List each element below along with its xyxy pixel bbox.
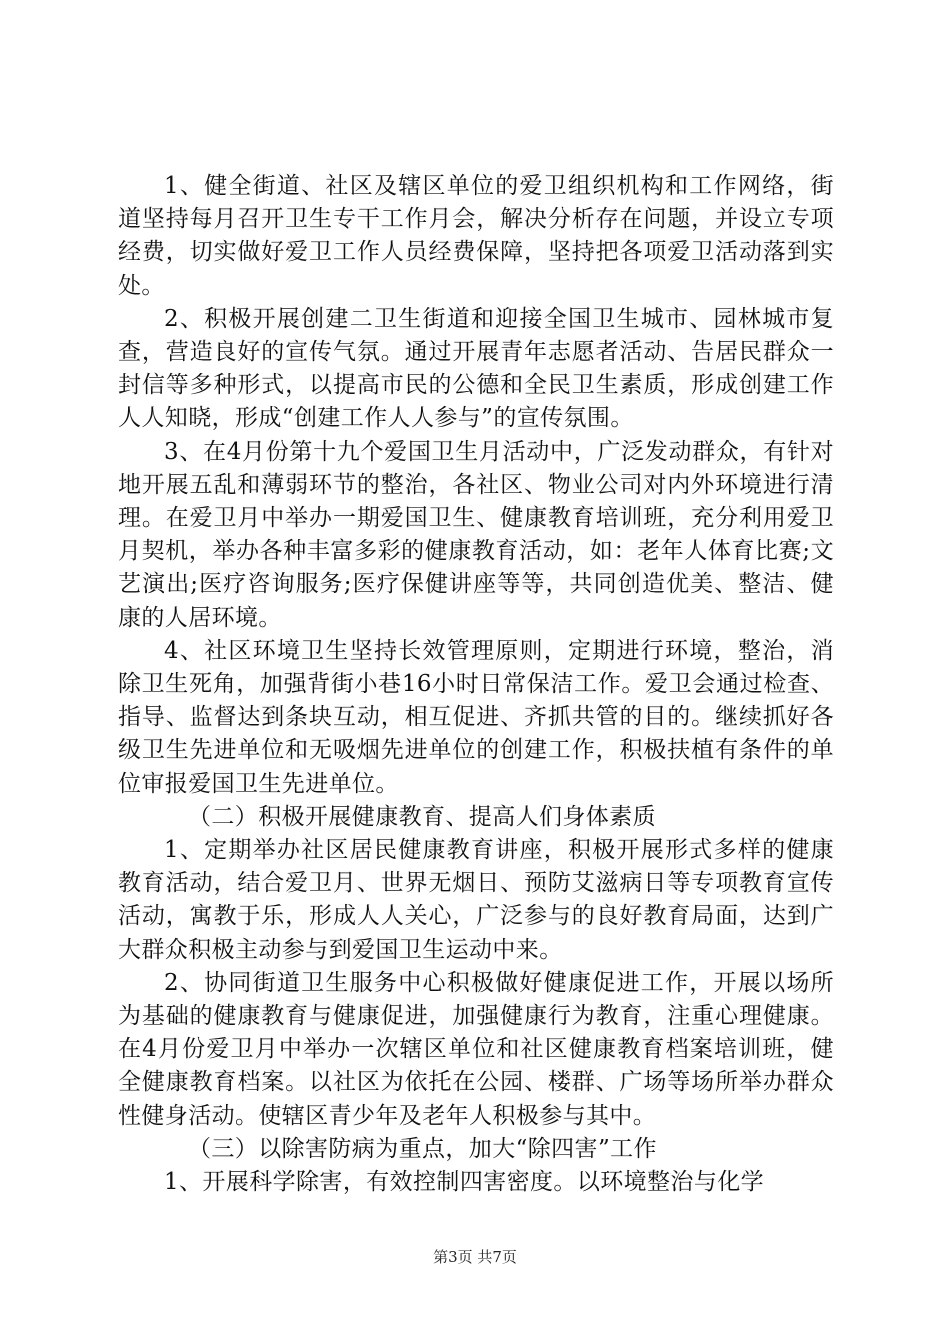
paragraph-6: 2、协同街道卫生服务中心积极做好健康促进工作，开展以场所为基础的健康教育与健康促进，加强健康行为教育，注重心理健康。在4月份爱卫月中举办一次辖区单位和社区健康教育档案培训班，健全健康教育档案。以社区为依托在公园、楼群、广场等场所举办群众性健身活动。使辖区青少年及老年人积极参与其中。 bbox=[118, 969, 834, 1129]
section-heading-3: （三）以除害防病为重点，加大“除四害”工作 bbox=[188, 1135, 657, 1162]
paragraph-3: 3、在4月份第十九个爱国卫生月活动中，广泛发动群众，有针对地开展五乱和薄弱环节的整治，各社区、物业公司对内外环境进行清理。在爱卫月中举办一期爱国卫生、健康教育培训班，充分利用爱卫月契机，举办各种丰富多彩的健康教育活动，如：老年人体育比赛;文艺演出;医疗咨询服务;医疗保健讲座等等，共同创造优美、整洁、健康的人居环境。 bbox=[118, 438, 834, 631]
paragraph-5: 1、定期举办社区居民健康教育讲座，积极开展形式多样的健康教育活动，结合爱卫月、世界无烟日、预防艾滋病日等专项教育宣传活动，寓教于乐，形成人人关心，广泛参与的良好教育局面，达到广大群众积极主动参与到爱国卫生运动中来。 bbox=[118, 837, 834, 963]
body-text bbox=[118, 170, 834, 1199]
paragraph-7: 1、开展科学除害，有效控制四害密度。以环境整治与化学 bbox=[164, 1169, 765, 1196]
page-footer: 第3页 共7页 bbox=[433, 1248, 517, 1266]
paragraph-4: 4、社区环境卫生坚持长效管理原则，定期进行环境，整治，消除卫生死角，加强背街小巷16小时日常保洁工作。爱卫会通过检查、指导、监督达到条块互动，相互促进、齐抓共管的目的。继续抓好各级卫生先进单位和无吸烟先进单位的创建工作，积极扶植有条件的单位审报爱国卫生先进单位。 bbox=[118, 637, 834, 797]
paragraph-1: 1、健全街道、社区及辖区单位的爱卫组织机构和工作网络，街道坚持每月召开卫生专干工作月会，解决分析存在问题，并设立专项经费，切实做好爱卫工作人员经费保障，坚持把各项爱卫活动落到实处。 bbox=[118, 173, 834, 299]
section-heading-2: （二）积极开展健康教育、提高人们身体素质 bbox=[188, 803, 656, 830]
paragraph-2: 2、积极开展创建二卫生街道和迎接全国卫生城市、园林城市复查，营造良好的宣传气氛。通过开展青年志愿者活动、告居民群众一封信等多种形式，以提高市民的公德和全民卫生素质，形成创建工作人人知晓，形成“创建工作人人参与”的宣传氛围。 bbox=[118, 305, 834, 432]
